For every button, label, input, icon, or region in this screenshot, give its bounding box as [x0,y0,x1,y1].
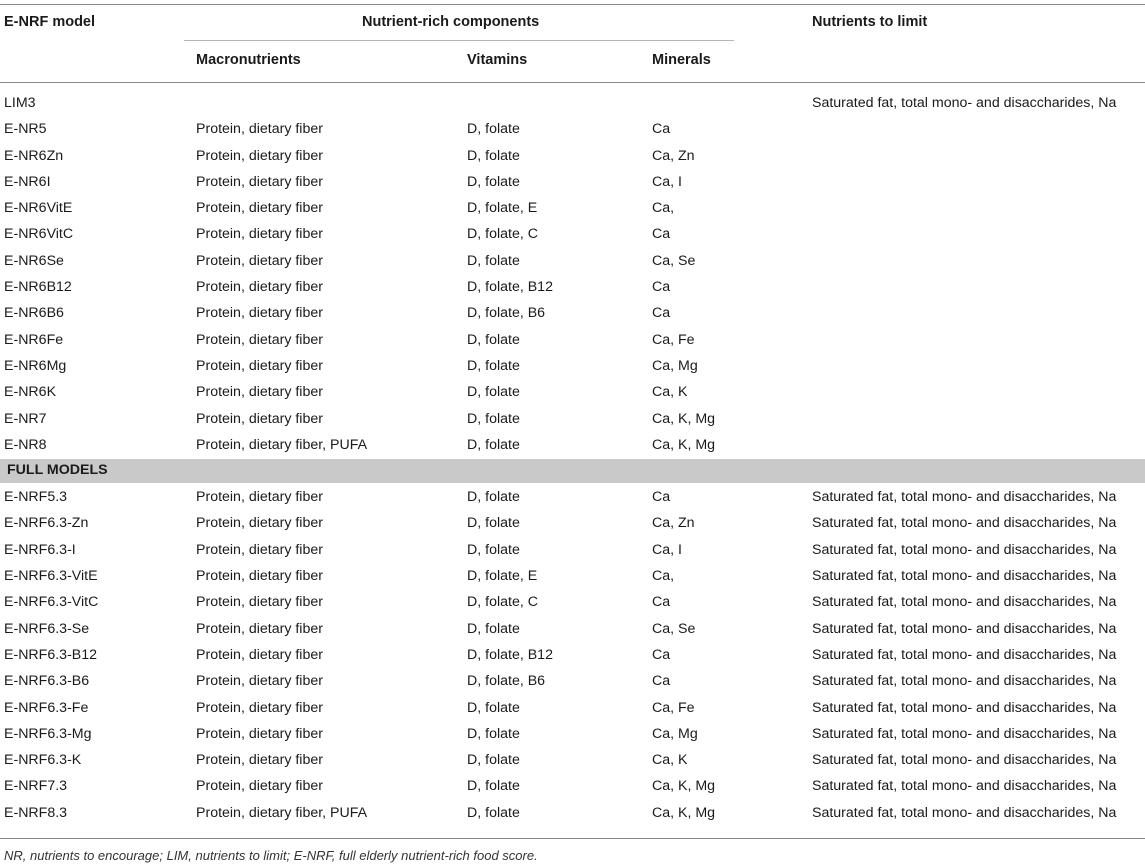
table-row [0,642,1145,668]
cell-minerals: Ca, K, Mg [652,778,716,795]
cell-minerals: Ca, Mg [652,725,698,742]
cell-vitamins: D, folate [467,121,520,138]
cell-minerals: Ca, Mg [652,357,698,374]
cell-vitamins: D, folate [467,752,520,769]
cell-minerals: Ca, I [652,173,682,190]
cell-minerals: Ca, Fe [652,699,695,716]
cell-vitamins: D, folate [467,699,520,716]
header-minerals: Minerals [652,52,711,68]
header-nutrient-rich-group: Nutrient-rich components [362,14,540,30]
cell-vitamins: D, folate [467,620,520,637]
section-label: FULL MODELS [7,462,108,479]
cell-macro: Protein, dietary fiber [196,620,323,637]
header-model: E-NRF model [4,14,96,30]
cell-model: E-NR6Zn [4,147,64,164]
cell-model: E-NR6VitE [4,200,73,217]
cell-vitamins: D, folate, B12 [467,646,553,663]
cell-minerals: Ca [652,279,671,296]
table-row [0,537,1145,563]
cell-vitamins: D, folate [467,331,520,348]
cell-vitamins: D, folate [467,410,520,427]
cell-vitamins: D, folate, B6 [467,673,546,690]
table-row [0,695,1145,721]
table-row [0,563,1145,589]
cell-model: E-NRF6.3-B6 [4,673,90,690]
cell-minerals: Ca [652,594,671,611]
table-row [0,143,1145,169]
cell-macro: Protein, dietary fiber [196,121,323,138]
cell-vitamins: D, folate [467,515,520,532]
cell-model: E-NR6Se [4,252,64,269]
table-row [0,406,1145,432]
cell-vitamins: D, folate [467,778,520,795]
table-top-rule [0,4,1145,5]
cell-limit: Saturated fat, total mono- and disaccharides, Na [812,568,1117,585]
cell-vitamins: D, folate [467,252,520,269]
header-macronutrients: Macronutrients [196,52,301,68]
cell-macro: Protein, dietary fiber [196,673,323,690]
cell-limit: Saturated fat, total mono- and disaccharides, Na [812,673,1117,690]
cell-model: E-NR6K [4,384,57,401]
cell-model: E-NRF6.3-VitE [4,568,98,585]
cell-macro: Protein, dietary fiber [196,305,323,322]
cell-macro: Protein, dietary fiber [196,541,323,558]
table-row [0,747,1145,773]
cell-vitamins: D, folate [467,489,520,506]
cell-macro: Protein, dietary fiber [196,384,323,401]
cell-macro: Protein, dietary fiber [196,646,323,663]
cell-macro: Protein, dietary fiber [196,594,323,611]
table-row [0,90,1145,116]
cell-limit: Saturated fat, total mono- and disaccharides, Na [812,541,1117,558]
table-row [0,510,1145,536]
table-body [0,90,1145,826]
table-row [0,300,1145,326]
cell-macro: Protein, dietary fiber [196,173,323,190]
cell-model: E-NRF6.3-B12 [4,646,98,663]
cell-minerals: Ca, Zn [652,147,695,164]
cell-model: E-NR6Mg [4,357,67,374]
cell-limit: Saturated fat, total mono- and disaccharides, Na [812,594,1117,611]
cell-macro: Protein, dietary fiber [196,410,323,427]
cell-macro: Protein, dietary fiber [196,699,323,716]
cell-vitamins: D, folate [467,804,520,821]
table-row [0,432,1145,458]
cell-minerals: Ca [652,646,671,663]
cell-macro: Protein, dietary fiber [196,200,323,217]
cell-model: E-NRF6.3-Se [4,620,90,637]
cell-macro: Protein, dietary fiber [196,226,323,243]
cell-macro: Protein, dietary fiber [196,489,323,506]
table-row [0,484,1145,510]
cell-model: E-NRF6.3-I [4,541,76,558]
cell-minerals: Ca, I [652,541,682,558]
cell-model: E-NR6B6 [4,305,64,322]
cell-model: E-NR8 [4,436,47,453]
section-header-full-models [0,459,1145,483]
cell-limit: Saturated fat, total mono- and disaccharides, Na [812,620,1117,637]
cell-macro: Protein, dietary fiber [196,515,323,532]
cell-model: E-NRF8.3 [4,804,68,821]
cell-vitamins: D, folate, B6 [467,305,546,322]
cell-vitamins: D, folate, E [467,200,538,217]
cell-vitamins: D, folate [467,384,520,401]
cell-limit: Saturated fat, total mono- and disaccharides, Na [812,725,1117,742]
header-vitamins: Vitamins [467,52,528,68]
cell-vitamins: D, folate [467,725,520,742]
table-row [0,616,1145,642]
cell-minerals: Ca, [652,568,675,585]
cell-minerals: Ca [652,489,671,506]
table-row [0,116,1145,142]
cell-vitamins: D, folate, C [467,226,538,243]
cell-macro: Protein, dietary fiber [196,147,323,164]
cell-limit: Saturated fat, total mono- and disaccharides, Na [812,489,1117,506]
cell-minerals: Ca, Se [652,620,696,637]
cell-macro: Protein, dietary fiber [196,252,323,269]
cell-model: LIM3 [4,95,36,111]
cell-macro: Protein, dietary fiber [196,752,323,769]
cell-vitamins: D, folate, E [467,568,538,585]
cell-model: E-NR6Fe [4,331,64,348]
cell-model: E-NR6I [4,173,51,190]
cell-limit: Saturated fat, total mono- and disaccharides, Na [812,646,1117,663]
cell-macro: Protein, dietary fiber [196,778,323,795]
cell-vitamins: D, folate [467,147,520,164]
cell-vitamins: D, folate [467,436,520,453]
cell-minerals: Ca, Zn [652,515,695,532]
table-row [0,589,1145,615]
cell-model: E-NRF5.3 [4,489,68,506]
cell-model: E-NRF6.3-Fe [4,699,89,716]
cell-vitamins: D, folate, B12 [467,279,553,296]
header-bottom-rule [0,82,1145,83]
cell-minerals: Ca [652,305,671,322]
cell-limit: Saturated fat, total mono- and disaccharides, Na [812,804,1117,821]
header-nutrients-to-limit: Nutrients to limit [812,14,928,30]
table-row [0,773,1145,799]
cell-minerals: Ca [652,226,671,243]
table-row [0,274,1145,300]
cell-vitamins: D, folate [467,541,520,558]
table-row [0,248,1145,274]
table-row [0,327,1145,353]
cell-minerals: Ca, Se [652,252,696,269]
table-row [0,169,1145,195]
cell-model: E-NRF6.3-Zn [4,515,89,532]
cell-model: E-NRF7.3 [4,778,68,795]
cell-model: E-NRF6.3-K [4,752,82,769]
cell-minerals: Ca, Fe [652,331,695,348]
table-row [0,221,1145,247]
cell-vitamins: D, folate, C [467,594,538,611]
cell-minerals: Ca, K, Mg [652,436,716,453]
table-bottom-rule [0,838,1145,839]
cell-vitamins: D, folate [467,357,520,374]
table-row [0,379,1145,405]
cell-model: E-NRF6.3-Mg [4,725,92,742]
cell-macro: Protein, dietary fiber [196,279,323,296]
cell-limit: Saturated fat, total mono- and disaccharides, Na [812,752,1117,769]
group-underline [184,40,734,41]
cell-macro: Protein, dietary fiber, PUFA [196,436,368,453]
table-row [0,721,1145,747]
cell-macro: Protein, dietary fiber [196,357,323,374]
table-row [0,668,1145,694]
cell-minerals: Ca, K [652,752,688,769]
cell-minerals: Ca, [652,200,675,217]
cell-minerals: Ca [652,121,671,138]
cell-macro: Protein, dietary fiber [196,331,323,348]
cell-model: E-NR6VitC [4,226,74,243]
table-row [0,353,1145,379]
cell-minerals: Ca, K, Mg [652,804,716,821]
cell-minerals: Ca, K [652,384,688,401]
cell-macro: Protein, dietary fiber, PUFA [196,804,368,821]
cell-vitamins: D, folate [467,173,520,190]
cell-minerals: Ca [652,673,671,690]
table-row [0,800,1145,826]
cell-model: E-NR7 [4,410,47,427]
cell-limit: Saturated fat, total mono- and disaccharides, Na [812,699,1117,716]
cell-minerals: Ca, K, Mg [652,410,716,427]
cell-macro: Protein, dietary fiber [196,568,323,585]
cell-model: E-NRF6.3-VitC [4,594,99,611]
cell-limit: Saturated fat, total mono- and disaccharides, Na [812,515,1117,532]
cell-macro: Protein, dietary fiber [196,725,323,742]
table-footnote: NR, nutrients to encourage; LIM, nutrients to limit; E-NRF, full elderly nutrient-rich food score. [4,848,538,863]
cell-model: E-NR6B12 [4,279,72,296]
cell-limit: Saturated fat, total mono- and disaccharides, Na [812,95,1117,111]
cell-model: E-NR5 [4,121,47,138]
cell-limit: Saturated fat, total mono- and disaccharides, Na [812,778,1117,795]
table-row [0,195,1145,221]
